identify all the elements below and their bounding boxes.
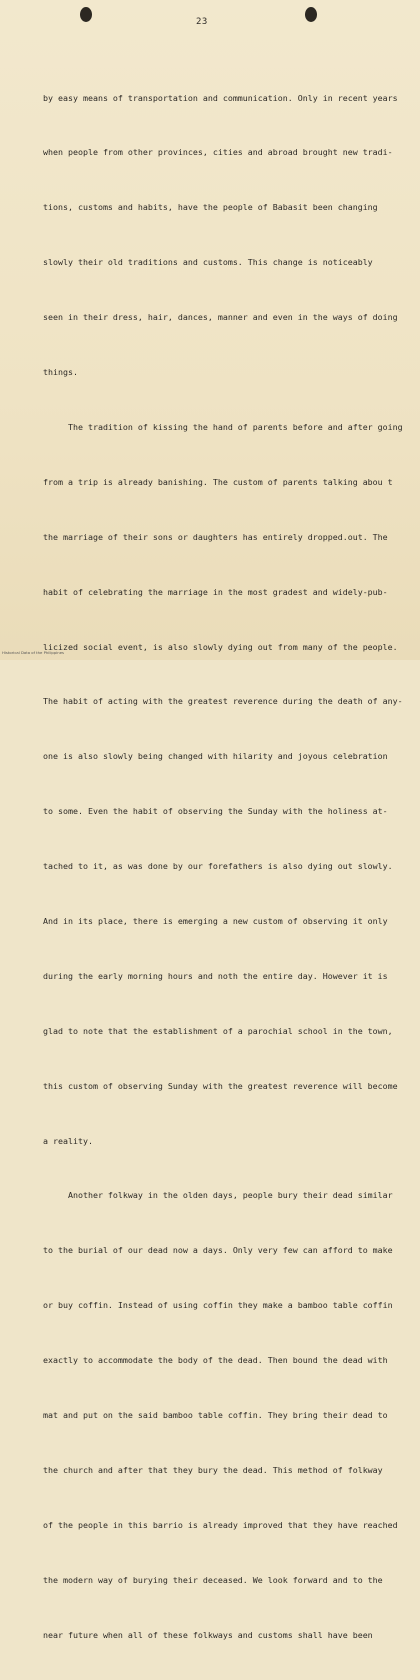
text-line: or buy coffin. Instead of using coffin they make a bamboo table coffin xyxy=(43,1300,393,1311)
text-line: Another folkway in the olden days, people bury their dead similar xyxy=(43,1190,393,1201)
text-line: near future when all of these folkways and customs shall have been xyxy=(43,1629,373,1640)
text-line: mat and put on the said bamboo table coffin. They bring their dead to xyxy=(43,1409,388,1420)
text-line: exactly to accommodate the body of the dead. Then bound the dead with xyxy=(43,1355,388,1366)
page-number: 23 xyxy=(196,17,208,27)
text-line: one is also slowly being changed with hilarity and joyous celebration xyxy=(43,751,388,762)
text-line: the modern way of burying their deceased. We look forward and to the xyxy=(43,1574,383,1585)
text-line: tions, customs and habits, have the people of Babasit been changing xyxy=(43,202,378,213)
text-line: The tradition of kissing the hand of parents before and after going xyxy=(43,421,403,432)
text-line: And in its place, there is emerging a new custom of observing it only xyxy=(43,915,388,926)
binder-hole-right xyxy=(305,7,317,22)
text-line: by easy means of transportation and communication. Only in recent years xyxy=(43,92,398,103)
text-line: during the early morning hours and noth the entire day. However it is xyxy=(43,970,388,981)
text-line: to some. Even the habit of observing the Sunday with the holiness at- xyxy=(43,806,388,817)
text-line: things. xyxy=(43,367,78,378)
binder-hole-left xyxy=(80,7,92,22)
text-line: seen in their dress, hair, dances, manner and even in the ways of doing xyxy=(43,312,398,323)
text-line: licized social event, is also slowly dying out from many of the people. xyxy=(43,641,398,652)
text-line: this custom of observing Sunday with the greatest reverence will become xyxy=(43,1080,398,1091)
text-line: slowly their old traditions and customs. This change is noticeably xyxy=(43,257,373,268)
body-text xyxy=(43,52,413,1680)
text-line: when people from other provinces, cities and abroad brought new tradi- xyxy=(43,147,393,158)
text-line: The habit of acting with the greatest reverence during the death of any- xyxy=(43,696,403,707)
text-line: of the people in this barrio is already improved that they have reached xyxy=(43,1519,398,1530)
text-line: a reality. xyxy=(43,1135,93,1146)
footer-caption: Historical Data of the Philippines xyxy=(2,650,65,655)
text-line: glad to note that the establishment of a parochial school in the town, xyxy=(43,1025,393,1036)
text-line: tached to it, as was done by our forefathers is also dying out slowly. xyxy=(43,861,393,872)
text-line: the marriage of their sons or daughters has entirely dropped.out. The xyxy=(43,531,388,542)
text-line: from a trip is already banishing. The custom of parents talking abou t xyxy=(43,476,393,487)
text-line: habit of celebrating the marriage in the most gradest and widely-pub- xyxy=(43,586,388,597)
text-line: the church and after that they bury the dead. This method of folkway xyxy=(43,1464,383,1475)
text-line: to the burial of our dead now a days. Only very few can afford to make xyxy=(43,1245,393,1256)
